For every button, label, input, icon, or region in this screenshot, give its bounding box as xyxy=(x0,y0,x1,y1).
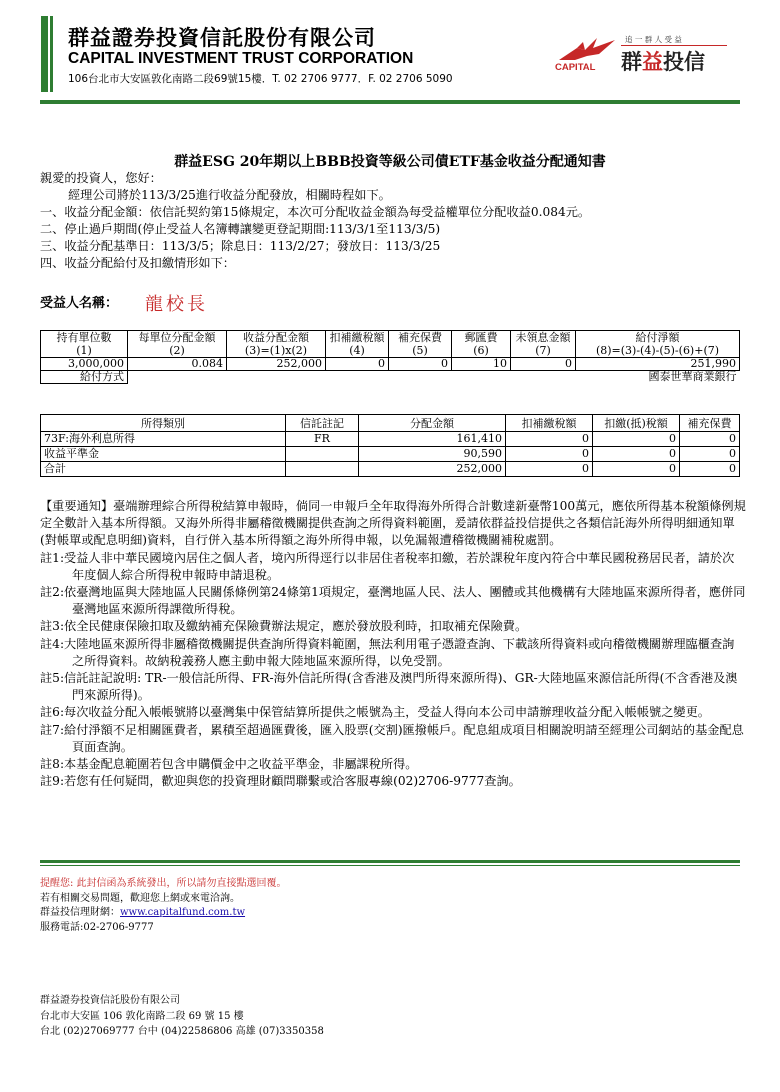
item-4: 四、收益分配給付及扣繳情形如下： xyxy=(40,256,235,270)
cell-withholding: 0 xyxy=(326,358,389,371)
table-row xyxy=(41,447,740,462)
footer-line-1: 若有相關交易問題，歡迎您上網或來電洽詢。 xyxy=(40,892,240,904)
payment-method-value: 國泰世華商業銀行 xyxy=(128,371,740,384)
item-1: 一、收益分配金額：依信託契約第15條規定，本次可分配收益金額為每受益權單位分配收益0.084元。 xyxy=(40,205,591,219)
eagle-logo-icon xyxy=(557,34,619,64)
logo-capital: CAPITAL xyxy=(555,62,596,73)
col-premium: 補充保費 (5) xyxy=(389,331,452,358)
cell-withholding: 0 xyxy=(506,432,593,447)
col-income-type: 所得類別 xyxy=(41,415,286,432)
cell-amount: 90,590 xyxy=(359,447,506,462)
website-link[interactable]: www.capitalfund.com.tw xyxy=(120,907,246,918)
note-2: 註2:依臺灣地區與大陸地區人民關係條例第24條第1項規定，臺灣地區人民、法人、團體或其他機構有大陸地區來源所得者，應併同臺灣地區來源所得課徵所得稅。 xyxy=(40,585,746,617)
footer-line-3: 服務電話:02-2706-9777 xyxy=(40,921,154,933)
footer-rule xyxy=(40,860,740,863)
note-9: 註9:若您有任何疑問，歡迎與您的投資理財顧問聯繫或洽客服專線(02)2706-9777查詢。 xyxy=(40,774,521,789)
letterhead-bar-thin xyxy=(50,16,53,92)
cell-per-unit: 0.084 xyxy=(128,358,227,371)
footer-warning: 提醒您: 此封信函為系統發出，所以請勿直接點選回覆。 xyxy=(40,878,287,889)
intro: 經理公司將於113/3/25進行收益分配發放，相關時程如下。 xyxy=(68,188,391,202)
cell-unclaimed: 0 xyxy=(511,358,576,371)
footer-contact xyxy=(40,877,287,935)
item-2: 二、停止過戶期間(停止受益人名簿轉讓變更登記期間:113/3/1至113/3/5) xyxy=(40,222,441,236)
cell-income-type: 合計 xyxy=(41,462,286,477)
col-dist-amount: 收益分配金額 (3)=(1)x(2) xyxy=(227,331,326,358)
letter-body xyxy=(40,170,750,272)
company-logo xyxy=(555,34,735,76)
cell-income-type: 收益平準金 xyxy=(41,447,286,462)
header-rule xyxy=(40,100,740,104)
table-row xyxy=(41,462,740,477)
footer-address: 台北市大安區 106 敦化南路二段 69 號 15 樓 xyxy=(40,1010,244,1022)
cell-income-type: 73F:海外利息所得 xyxy=(41,432,286,447)
table-row xyxy=(41,371,740,384)
cell-premium: 0 xyxy=(389,358,452,371)
col-withholding: 扣補繳稅額 xyxy=(506,415,593,432)
cell-credit: 0 xyxy=(593,447,680,462)
company-name-cn: 群益證券投資信託股份有限公司 xyxy=(68,26,376,50)
cell-withholding: 0 xyxy=(506,447,593,462)
item-3: 三、收益分配基準日：113/3/5；除息日：113/2/27；發放日：113/3/25 xyxy=(40,239,441,253)
table-header-row xyxy=(41,415,740,432)
cell-net-payment: 251,990 xyxy=(576,358,740,371)
col-unclaimed: 未領息金額 (7) xyxy=(511,331,576,358)
col-premium: 補充保費 xyxy=(680,415,740,432)
logo-name: 群益投信 xyxy=(621,50,705,74)
cell-trust-note xyxy=(286,447,359,462)
table-header-row xyxy=(41,331,740,358)
col-withholding: 扣補繳稅額 (4) xyxy=(326,331,389,358)
cell-withholding: 0 xyxy=(506,462,593,477)
important-notice: 【重要通知】臺端辦理綜合所得稅結算申報時，倘同一申報戶全年取得海外所得合計數達新臺幣100萬元，應依所得基本稅額條例規定全數計入基本所得額。又海外所得非屬稽徵機關提供查詢之所得資料範圍，爰請依群益投信提供之各類信託海外所得明細通知單(對帳單或配息明細)資料，自行併入基本所得額之海外所得申報，以免漏報遭稽徵機關補稅處罰。 xyxy=(40,499,746,548)
notes-section xyxy=(40,498,746,790)
col-amount: 分配金額 xyxy=(359,415,506,432)
cell-credit: 0 xyxy=(593,462,680,477)
cell-credit: 0 xyxy=(593,432,680,447)
payment-method-label: 給付方式 xyxy=(41,371,128,384)
greeting: 親愛的投資人，您好： xyxy=(40,171,162,185)
company-address: 106台北市大安區敦化南路二段69號15樓．T. 02 2706 9777．F. 02 2706 5090 xyxy=(68,73,453,85)
company-name-en: CAPITAL INVESTMENT TRUST CORPORATION xyxy=(68,50,414,67)
col-per-unit: 每單位分配金額 (2) xyxy=(128,331,227,358)
cell-premium: 0 xyxy=(680,432,740,447)
col-credit: 扣繳(抵)稅額 xyxy=(593,415,680,432)
cell-dist-amount: 252,000 xyxy=(227,358,326,371)
note-1: 註1:受益人非中華民國境內居住之個人者，境內所得逕行以非居住者稅率扣繳，若於課稅年度內符合中華民國稅務居民者，請於次年度個人綜合所得稅申報時申請退稅。 xyxy=(40,550,735,582)
col-remit-fee: 郵匯費 (6) xyxy=(452,331,511,358)
note-4: 註4:大陸地區來源所得非屬稽徵機關提供查詢所得資料範圍，無法利用電子憑證查詢、下載該所得資料或向稽徵機關辦理臨櫃查詢之所得資料。故納稅義務人應主動申報大陸地區來源所得，以免受罰。 xyxy=(40,636,735,668)
cell-premium: 0 xyxy=(680,462,740,477)
note-5: 註5:信託註記說明: TR-一般信託所得、FR-海外信託所得(含香港及澳門所得來源所得)、GR-大陸地區來源信託所得(不含香港及澳門來源所得)。 xyxy=(40,671,738,703)
footer-rule-thin xyxy=(40,865,740,866)
cell-trust-note: FR xyxy=(286,432,359,447)
letterhead-bar xyxy=(41,16,48,92)
note-6: 註6:每次收益分配入帳帳號將以臺灣集中保管結算所提供之帳號為主，受益人得向本公司申請辦理收益分配入帳帳號之變更。 xyxy=(40,705,710,720)
footer-phones: 台北 (02)27069777 台中 (04)22586806 高雄 (07)3350358 xyxy=(40,1026,324,1037)
col-trust-note: 信託註記 xyxy=(286,415,359,432)
table-row xyxy=(41,432,740,447)
note-7: 註7:給付淨額不足相關匯費者，累積至超過匯費後，匯入股票(交割)匯撥帳戶。配息組成項目相關說明請至經理公司網站的基金配息頁面查詢。 xyxy=(40,722,744,754)
cell-remit-fee: 10 xyxy=(452,358,511,371)
cell-amount: 252,000 xyxy=(359,462,506,477)
beneficiary-label: 受益人名稱： xyxy=(40,296,119,311)
income-table xyxy=(40,414,740,477)
cell-units: 3,000,000 xyxy=(41,358,128,371)
footer-company-name: 群益證券投資信託股份有限公司 xyxy=(40,995,180,1006)
cell-premium: 0 xyxy=(680,447,740,462)
logo-slogan: 追 一 群 人 受 益 xyxy=(625,35,682,44)
document-title: 群益ESG 20年期以上BBB投資等級公司債ETF基金收益分配通知書 xyxy=(174,154,606,170)
cell-amount: 161,410 xyxy=(359,432,506,447)
distribution-table xyxy=(40,330,740,384)
cell-trust-note xyxy=(286,462,359,477)
note-8: 註8:本基金配息範圍若包含申購價金中之收益平準金，非屬課稅所得。 xyxy=(40,757,418,772)
note-3: 註3:依全民健康保險扣取及繳納補充保險費辦法規定，應於發放股利時，扣取補充保險費。 xyxy=(40,619,528,634)
col-net-payment: 給付淨額 (8)=(3)-(4)-(5)-(6)+(7) xyxy=(576,331,740,358)
table-row xyxy=(41,358,740,371)
col-units: 持有單位數 (1) xyxy=(41,331,128,358)
beneficiary-name: 龍校長 xyxy=(145,294,208,315)
footer-line-2: 群益投信理財網：www.capitalfund.com.tw xyxy=(40,907,246,918)
footer-company xyxy=(40,993,324,1040)
